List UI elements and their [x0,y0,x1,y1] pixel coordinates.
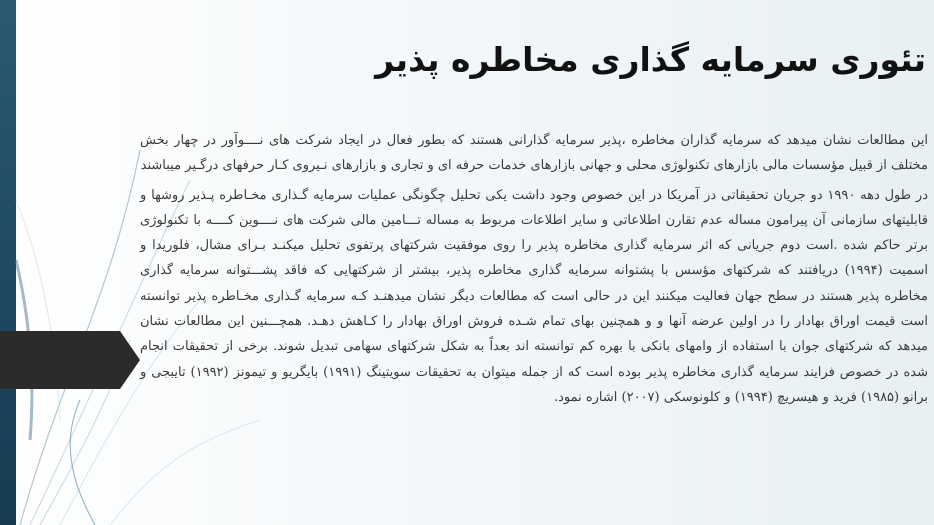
paragraph-1: این مطالعات نشان میدهد که سرمایه گذاران مخاطره ،پذیر سرمایه گذارانی هستند که بطور فعال در ایجاد شرکت های نــــوآور در چهار بخش مختلف از قبیل مؤسسات مالی بازارهای تکنولوژی محلی و جهانی بازارهای خدمات حرفه ای و تجاری و بازارهای نـیروی کـار حرفهای درگـیر میباشند [140,133,928,174]
arrow-tab-shape [0,331,140,389]
slide-body [140,128,928,410]
slide-title: تئوری سرمایه گذاری مخاطره پذیر [375,40,926,79]
paragraph-2: در طول دهه ۱۹۹۰ دو جریان تحقیقاتی در آمریکا در این خصوص وجود داشت یکی تحلیل چگونگی عملیات سرمایه گـذاری مخـاطره پـذیر روشها و قابلیتهای سازمانی آن پیرامون مساله عدم تقارن اطلاعاتی و سایر اطلاعات مربوط به مساله تـــامین مالی شرکت های نــــوین کــــه با تکنولوژی برتر حاکم شده .است دوم جریانی که اثر سرمایه گذاری مخاطره پذیر را روی موفقیت شرکتهای پرتفوی تحلیل میکنـد بـرای مشال، فلوریدا و اسمیت (۱۹۹۴) دریافتند که شرکتهای مؤسس با پشتوانه سرمایه گذاری مخاطره پذیر، بیشتر از شرکتهایی که فاقد پشـــتوانه سرمایه گذاری مخاطره پذیر هستند در سطح جهان فعالیت میکنند این در حالی است که مطالعات دیگر نشان میدهنـد کـه سرمایه گـذاری مخـاطره پذیر توانسته است قیمت اوراق بهادار را در اولین عرضه آنها و و همچنین بهای تمام شـده فروش اوراق بهادار را کـاهش دهـد. همچـــنین این مطالعات نشان میدهد که شرکتهای جوان با استفاده از وامهای بانکی با بهره کم توانسته اند بعداً به شکل شرکتهای سهامی تبدیل شوند. برخی از تحقیقات انجام شده در خصوص فرایند سرمایه گذاری مخاطره پذیر بوده است که از جمله میتوان به تحقیقات سویتینگ (۱۹۹۱) بایگریو و تیمونز (۱۹۹۲) تایبجی و برانو (۱۹۸۵) فرید و هیسریچ (۱۹۹۴) و کلونوسکی (۲۰۰۷) اشاره نمود. [140,187,928,405]
